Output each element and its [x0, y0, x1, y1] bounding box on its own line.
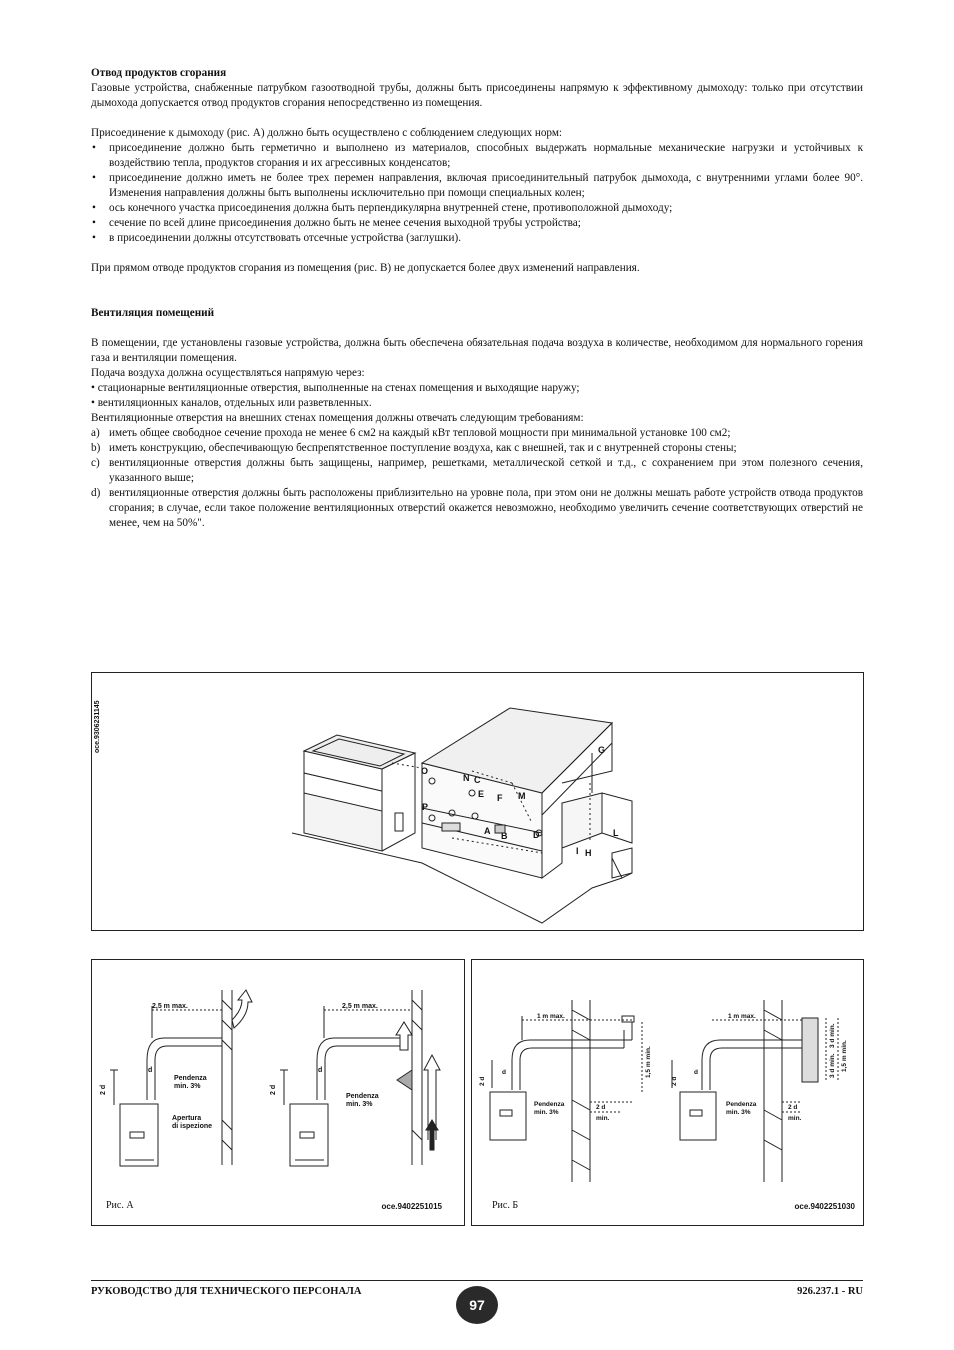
slope-label: Pendenza [174, 1075, 207, 1082]
building-drawing [92, 673, 863, 930]
label-P: P [422, 802, 429, 812]
figure-code: oce.9306231145 [94, 700, 101, 753]
list-item: • присоединение должно быть герметично и выполнено из материалов, способных выдержать нормальные механические нагрузки и устойчивых к воздействию тепла, продуктов сгорания и их агрессивных конденсатов; [91, 141, 863, 171]
slope-label: min. 3% [726, 1109, 751, 1116]
list-item: c) вентиляционные отверстия должны быть защищены, например, решетками, металлической сеткой и т.д., с сохранением при этом полезного сечения, указанного выше; [91, 457, 863, 484]
paragraph: Присоединение к дымоходу (рис. A) должно быть осуществлено с соблюдением следующих норм: [91, 127, 563, 139]
ventilation-requirements [91, 426, 863, 531]
paragraph: Подача воздуха должна осуществляться напрямую через: [91, 367, 365, 379]
body-text [91, 66, 863, 531]
dim-label: min. [788, 1115, 802, 1122]
figure-caption: Рис. Б [492, 1200, 519, 1211]
list-item: a) иметь общее свободное сечение прохода не менее 6 см2 на каждый кВт тепловой мощности при минимальной установке 100 см2; [91, 427, 731, 439]
building-figure [91, 672, 864, 931]
dim-label: 3 d min. [829, 1053, 836, 1078]
label-L: L [613, 828, 619, 838]
dim-label: 2 d [270, 1084, 277, 1095]
dim-label: 2 d [788, 1104, 798, 1111]
label-I: I [576, 846, 579, 856]
paragraph: В помещении, где установлены газовые устройства, должна быть обеспечена обязательная подача воздуха в количестве, необходимом для нормального горения газа и вентиляции помещения. [91, 337, 863, 364]
dim-label: 1 m max. [537, 1013, 565, 1020]
label-E: E [478, 789, 485, 799]
label-H: H [585, 848, 592, 858]
dim-label: 2 d [671, 1076, 678, 1086]
dim-label: 2 d [596, 1104, 606, 1111]
dim-label: 2,5 m max. [152, 1003, 188, 1010]
figure-code: oce.9402251030 [794, 1202, 855, 1211]
label-F: F [497, 793, 503, 803]
slope-label: Pendenza [534, 1101, 565, 1108]
label-G: G [598, 745, 606, 755]
dim-label: 3 d min. [829, 1023, 836, 1048]
label-N: N [463, 773, 470, 783]
label-A: A [484, 826, 491, 836]
list-item: • присоединение должно иметь не более трех перемен направления, включая присоединительный патрубок дымохода, с внутренними углами более 90°. Изменения направления должны быть выполнены исключительно при помощи специальных колен; [91, 171, 863, 201]
list-item: • ось конечного участка присоединения должна быть перпендикулярна внутренней стене, противоположной дымоходу; [91, 201, 863, 216]
label-M: M [518, 791, 526, 801]
page-number: 97 [456, 1286, 498, 1324]
paragraph: • вентиляционных каналов, отдельных или разветвленных. [91, 397, 372, 409]
figure-b [471, 959, 864, 1226]
list-item: d) вентиляционные отверстия должны быть расположены приблизительно на уровне пола, при этом они не должны мешать работе устройств отвода продуктов сгорания; в случае, если такое положение вентиляционных отверстий окажется невозможно, необходимо увеличить сечение соответствующих отверстий не менее, чем на 50%". [91, 487, 863, 529]
opening-label: di ispezione [172, 1123, 213, 1130]
figure-caption: Рис. A [106, 1200, 134, 1211]
slope-label: min. 3% [534, 1109, 559, 1116]
dim-label: d [502, 1069, 506, 1076]
list-item: • в присоединении должны отсутствовать отсечные устройства (заглушки). [91, 231, 863, 246]
list-item: b) иметь конструкцию, обеспечивающую беспрепятственное поступление воздуха, как с внешней, так и с внутренней стороны стены; [91, 442, 737, 454]
document-code: 926.237.1 - RU [797, 1286, 863, 1297]
dim-label: 2 d [100, 1084, 107, 1095]
figure-a [91, 959, 465, 1226]
label-D: D [533, 830, 540, 840]
label-B: B [501, 831, 508, 841]
dim-label: d [148, 1067, 153, 1074]
opening-label: Apertura [172, 1115, 202, 1122]
dim-label: 2 d [479, 1076, 486, 1086]
dim-label: 1 m max. [728, 1013, 756, 1020]
dim-label: 2,5 m max. [342, 1003, 378, 1010]
figure-a-drawing [92, 960, 464, 1190]
label-O: O [421, 766, 429, 776]
paragraph: Вентиляционные отверстия на внешних стенах помещения должны отвечать следующим требованиям: [91, 412, 584, 424]
slope-label: min. 3% [174, 1083, 201, 1090]
dim-label: 1,5 m min. [841, 1040, 848, 1072]
paragraph: При прямом отводе продуктов сгорания из помещения (рис. B) не допускается более двух изменений направления. [91, 262, 640, 274]
paragraph: Газовые устройства, снабженные патрубком газоотводной трубы, должны быть присоединены напрямую к эффективному дымоходу: только при отсутствии дымохода допускается отвод продуктов сгорания непосредственно из помещения. [91, 82, 863, 109]
list-item: • сечение по всей длине присоединения должно быть не менее сечения выходной трубы устройства; [91, 216, 863, 231]
requirements-list [91, 141, 863, 246]
dim-label: d [694, 1069, 698, 1076]
footer-manual-title: РУКОВОДСТВО ДЛЯ ТЕХНИЧЕСКОГО ПЕРСОНАЛА [91, 1286, 362, 1297]
slope-label: Pendenza [346, 1093, 379, 1100]
figure-code: oce.9402251015 [381, 1202, 442, 1211]
section-title-flue: Отвод продуктов сгорания [91, 67, 227, 79]
slope-label: min. 3% [346, 1101, 373, 1108]
paragraph: • стационарные вентиляционные отверстия, выполненные на стенах помещения и выходящие наружу; [91, 382, 580, 394]
label-C: C [474, 775, 481, 785]
dim-label: min. [596, 1115, 610, 1122]
footer-divider [91, 1280, 863, 1281]
dim-label: d [318, 1067, 323, 1074]
figure-b-drawing [472, 960, 863, 1190]
dim-label: 1,5 m min. [645, 1046, 652, 1078]
section-title-ventilation: Вентиляция помещений [91, 307, 215, 319]
slope-label: Pendenza [726, 1101, 757, 1108]
